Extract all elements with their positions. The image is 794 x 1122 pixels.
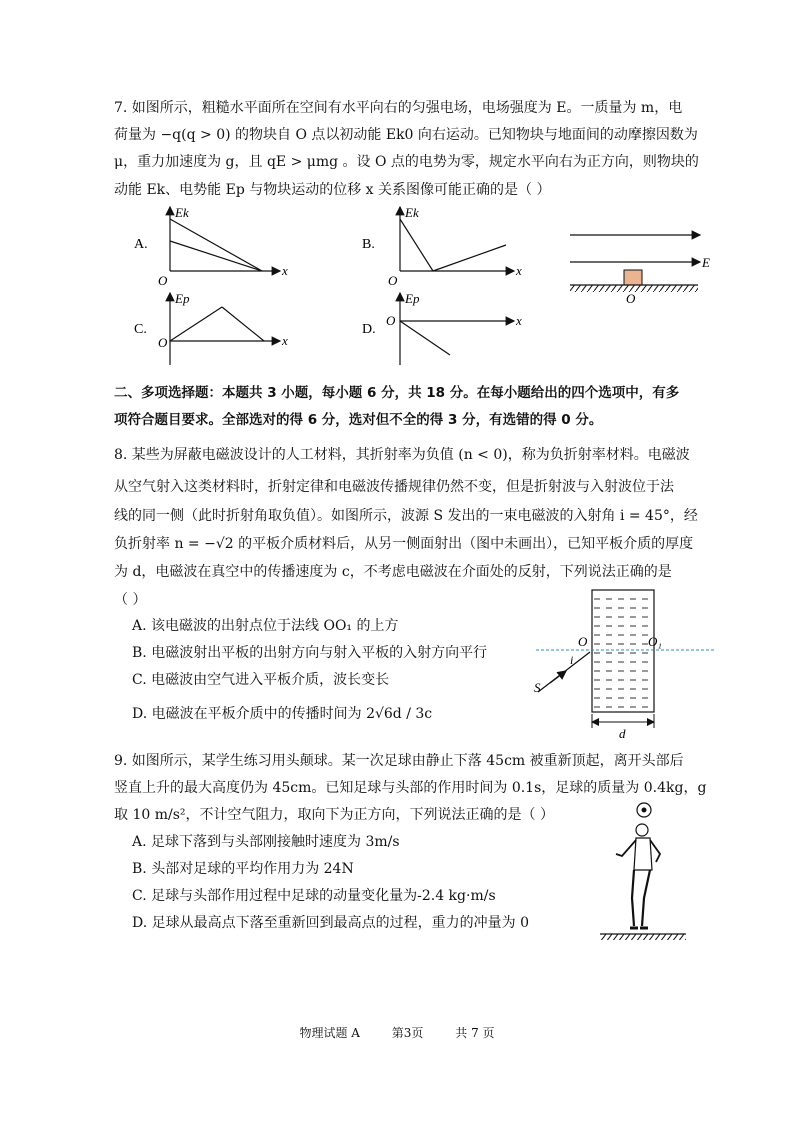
field-origin: O <box>626 291 636 306</box>
option-d-label: D. <box>362 322 376 337</box>
q8-line-3: 线的同一侧（此时折射角取负值）。如图所示，波源 S 发出的一束电磁波的入射角 i = 45°，经 <box>114 508 698 524</box>
option-a-label: A. <box>134 237 148 252</box>
q8-option-a: A. 该电磁波的出射点位于法线 OO₁ 的上方 <box>132 618 399 634</box>
q9-option-a: A. 足球下落到与头部刚接触时速度为 3m/s <box>132 834 400 850</box>
label-i: i <box>570 653 574 667</box>
label-d: d <box>619 726 626 741</box>
q8-line-4: 负折射率 n = −√2 的平板介质材料后，从另一侧面射出（图中未画出），已知平板介质的厚度 <box>114 536 694 552</box>
q8-line-6: （ ） <box>114 592 147 608</box>
graph-a <box>134 205 288 288</box>
q7-line-1: 7. 如图所示，粗糙水平面所在空间有水平向右的匀强电场，电场强度为 E。一质量为 m，电 <box>114 100 683 116</box>
q8-option-d: D. 电磁波在平板介质中的传播时间为 2√6d / 3c <box>132 706 433 722</box>
section2-line-2: 项符合题目要求。全部选对的得 6 分，选对但不全的得 3 分，有选错的得 0 分。 <box>114 412 603 428</box>
graph-b-x: x <box>516 263 522 278</box>
q9-option-d: D. 足球从最高点下落至重新回到最高点的过程，重力的冲量为 0 <box>132 915 529 931</box>
q9-line-2: 竖直上升的最大高度仍为 45cm。已知足球与头部的作用时间为 0.1s，足球的质量为 0.4kg，g <box>114 780 707 796</box>
q9-option-b: B. 头部对足球的平均作用力为 24N <box>132 861 354 877</box>
q9-option-c: C. 足球与头部作用过程中足球的动量变化量为-2.4 kg·m/s <box>132 888 496 904</box>
graph-d <box>362 291 522 365</box>
q9-player-figure <box>594 798 694 948</box>
graph-c <box>134 291 288 365</box>
footer-page: 第3页 <box>391 1026 424 1040</box>
graph-a-o: O <box>158 273 168 288</box>
q8-slab-figure <box>520 586 720 746</box>
player-head <box>636 824 648 836</box>
q7-line-3: μ，重力加速度为 g，且 qE > μmg 。设 O 点的电势为零，规定水平向右为正方向，则物块的 <box>114 154 699 170</box>
q7-line-2: 荷量为 −q(q > 0) 的物块自 O 点以初动能 Ek0 向右运动。已知物块与地面间的动摩擦因数为 <box>114 127 698 143</box>
q9-line-3: 取 10 m/s²，不计空气阻力，取向下为正方向，下列说法正确的是（ ） <box>114 807 554 823</box>
q8-option-b: B. 电磁波射出平板的出射方向与射入平板的入射方向平行 <box>132 645 488 661</box>
graph-d-o: O <box>386 313 396 328</box>
label-o1: O₁ <box>648 634 662 649</box>
footer-total: 共 7 页 <box>455 1026 495 1040</box>
graph-b <box>362 205 522 288</box>
label-s: S <box>534 680 541 695</box>
section2-line-1: 二、多项选择题：本题共 3 小题，每小题 6 分，共 18 分。在每小题给出的四个选项中，有多 <box>114 385 680 401</box>
graph-a-ek: Ek <box>175 205 189 220</box>
field-label-e: E <box>702 255 710 270</box>
graph-d-ep: Ep <box>405 291 420 306</box>
q8-option-c: C. 电磁波由空气进入平板介质，波长变长 <box>132 672 390 688</box>
graph-a-x: x <box>282 263 288 278</box>
option-b-label: B. <box>362 237 375 252</box>
player-torso <box>634 838 652 870</box>
q7-graphs <box>0 195 794 375</box>
graph-d-x: x <box>516 313 522 328</box>
q8-line-2: 从空气射入这类材料时，折射定律和电磁波传播规律仍然不变，但是折射波与入射波位于法 <box>114 479 674 495</box>
label-o: O <box>578 634 588 649</box>
q9-line-1: 9. 如图所示，某学生练习用头颠球。某一次足球由静止下落 45cm 被重新顶起，离开头部后 <box>114 753 684 769</box>
field-diagram <box>570 235 710 306</box>
page-footer <box>0 1024 794 1041</box>
q7-line-4: 动能 Ek、电势能 Ep 与物块运动的位移 x 关系图像可能正确的是（ ） <box>114 182 551 198</box>
block <box>624 270 642 285</box>
q8-line-5: 为 d，电磁波在真空中的传播速度为 c，不考虑电磁波在介面处的反射，下列说法正确的是 <box>114 564 672 580</box>
footer-subject: 物理试题 A <box>299 1026 360 1040</box>
graph-c-o: O <box>158 335 168 350</box>
graph-b-ek: Ek <box>405 205 419 220</box>
slab <box>592 590 654 712</box>
q8-line-1: 8. 某些为屏蔽电磁波设计的人工材料，其折射率为负值 (n < 0)，称为负折射率材料。电磁波 <box>114 447 690 463</box>
graph-c-ep: Ep <box>175 291 190 306</box>
graph-b-o: O <box>388 273 398 288</box>
option-c-label: C. <box>134 322 147 337</box>
graph-c-x: x <box>282 333 288 348</box>
